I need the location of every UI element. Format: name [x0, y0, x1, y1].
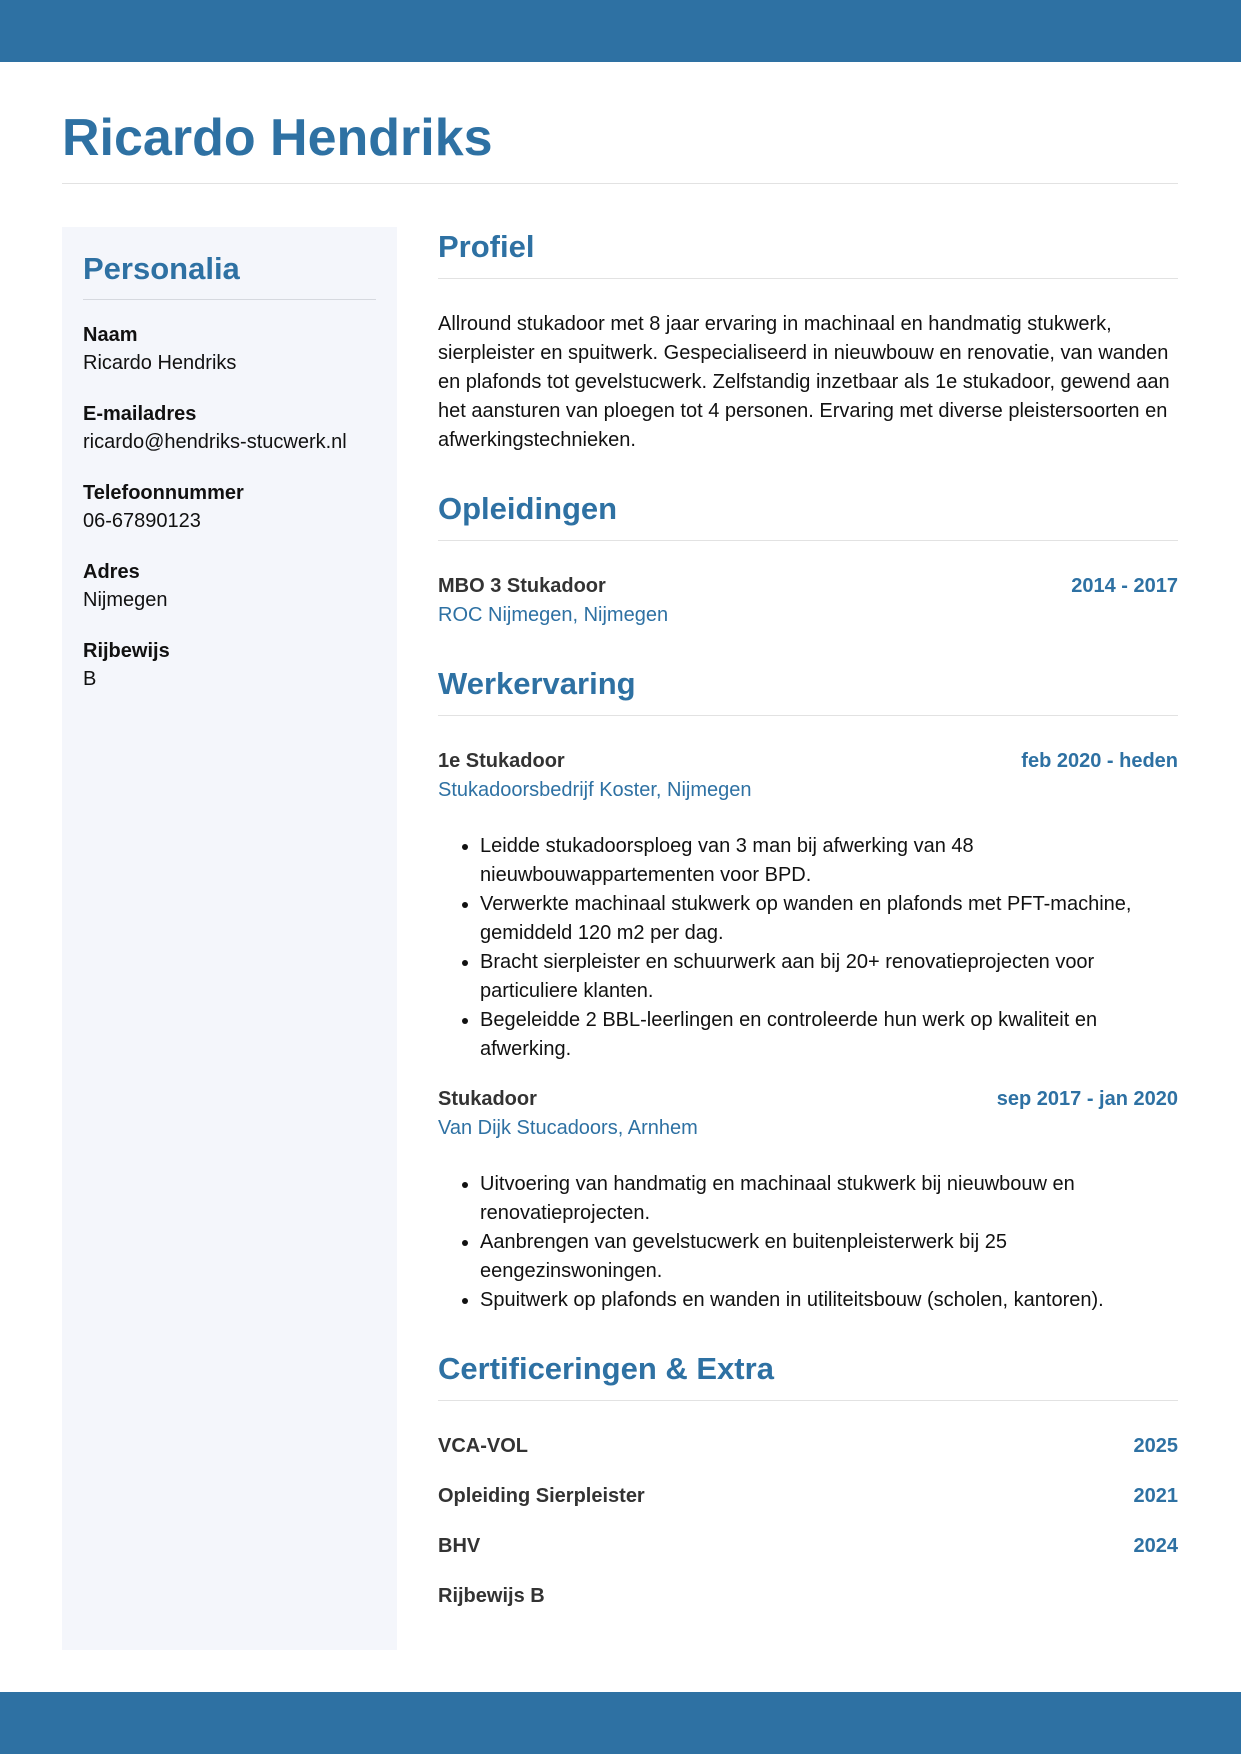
section-divider — [438, 278, 1178, 279]
field-adres — [83, 558, 383, 614]
list-item: • Verwerkte machinaal stukwerk op wanden en plafonds met PFT-machine, gemiddeld 120 m2 per dag. — [480, 890, 1178, 948]
item-title: Rijbewijs B — [438, 1585, 545, 1607]
field-value: ricardo@hendriks-stucwerk.nl — [83, 431, 347, 453]
item-date: sep 2017 - jan 2020 — [996, 1088, 1178, 1110]
certification-item — [438, 1482, 1178, 1511]
field-label: Naam — [83, 324, 138, 346]
item-subtitle: Van Dijk Stucadoors, Arnhem — [438, 1117, 698, 1139]
section-heading: Werkervaring — [438, 666, 636, 701]
sidebar-divider — [83, 299, 376, 300]
item-date: 2014 - 2017 — [1071, 575, 1178, 597]
certification-item — [438, 1532, 1178, 1561]
header-band — [0, 0, 1241, 62]
section-werkervaring — [438, 661, 1178, 1315]
section-divider — [438, 715, 1178, 716]
item-date: 2025 — [1133, 1435, 1178, 1457]
section-heading: Certificeringen & Extra — [438, 1351, 774, 1386]
title-divider — [62, 183, 1178, 184]
list-item: • Aanbrengen van gevelstucwerk en buitenpleisterwerk bij 25 eengezinswoningen. — [480, 1228, 1178, 1286]
section-opleidingen — [438, 486, 1178, 630]
item-subtitle: Stukadoorsbedrijf Koster, Nijmegen — [438, 779, 752, 801]
experience-item — [438, 747, 1178, 1064]
item-subtitle: ROC Nijmegen, Nijmegen — [438, 604, 669, 626]
section-heading: Profiel — [438, 229, 535, 264]
footer-band — [0, 1692, 1241, 1754]
field-email — [83, 400, 383, 456]
item-date: 2024 — [1133, 1535, 1178, 1557]
field-value: Nijmegen — [83, 589, 168, 611]
item-title: Opleiding Sierpleister — [438, 1485, 645, 1507]
field-label: Rijbewijs — [83, 640, 170, 662]
experience-item — [438, 1085, 1178, 1315]
item-title: MBO 3 Stukadoor — [438, 575, 606, 597]
certification-item — [438, 1432, 1178, 1461]
list-item: • Bracht sierpleister en schuurwerk aan bij 20+ renovatieprojecten voor particuliere klanten. — [480, 948, 1178, 1006]
field-value: Ricardo Hendriks — [83, 352, 237, 374]
item-date: feb 2020 - heden — [1021, 750, 1178, 772]
list-item: • Leidde stukadoorsploeg van 3 man bij afwerking van 48 nieuwbouwappartementen voor BPD. — [480, 832, 1178, 890]
section-divider — [438, 1400, 1178, 1401]
list-item: • Begeleidde 2 BBL-leerlingen en controleerde hun werk op kwaliteit en afwerking. — [480, 1006, 1178, 1064]
field-label: E-mailadres — [83, 403, 197, 425]
section-profiel — [438, 224, 1178, 455]
field-value: 06-67890123 — [83, 510, 201, 532]
item-date: 2021 — [1133, 1485, 1178, 1507]
item-title: Stukadoor — [438, 1088, 537, 1110]
certification-item — [438, 1582, 1178, 1611]
bullet-list — [438, 832, 1178, 1064]
field-rijbewijs — [83, 637, 383, 693]
field-telefoon — [83, 479, 383, 535]
section-heading: Opleidingen — [438, 491, 618, 526]
bullet-list — [438, 1170, 1178, 1315]
personal-fields — [83, 321, 383, 716]
field-label: Telefoonnummer — [83, 482, 244, 504]
education-item — [438, 572, 1178, 630]
list-item: • Uitvoering van handmatig en machinaal stukwerk bij nieuwbouw en renovatieprojecten. — [480, 1170, 1178, 1228]
profile-text: Allround stukadoor met 8 jaar ervaring in machinaal en handmatig stukwerk, sierpleister en spuitwerk. Gespecialiseerd in nieuwbouw en renovatie, van wanden en plafonds tot gevelstucwerk. Zelfstandig inzetbaar als 1e stukadoor, gewend aan het aansturen van ploegen tot 4 personen. Ervaring met diverse pleistersoorten en afwerkingstechnieken. — [438, 313, 1170, 451]
field-naam — [83, 321, 383, 377]
sidebar-personalia — [62, 227, 397, 1650]
main-content — [438, 224, 1178, 1611]
field-value: B — [83, 668, 97, 690]
section-certificeringen — [438, 1346, 1178, 1611]
page-title: Ricardo Hendriks — [62, 109, 493, 167]
item-title: VCA-VOL — [438, 1435, 528, 1457]
item-title: BHV — [438, 1535, 481, 1557]
item-title: 1e Stukadoor — [438, 750, 565, 772]
field-label: Adres — [83, 561, 140, 583]
sidebar-heading: Personalia — [83, 251, 240, 286]
list-item: • Spuitwerk op plafonds en wanden in utiliteitsbouw (scholen, kantoren). — [480, 1286, 1178, 1315]
section-divider — [438, 540, 1178, 541]
